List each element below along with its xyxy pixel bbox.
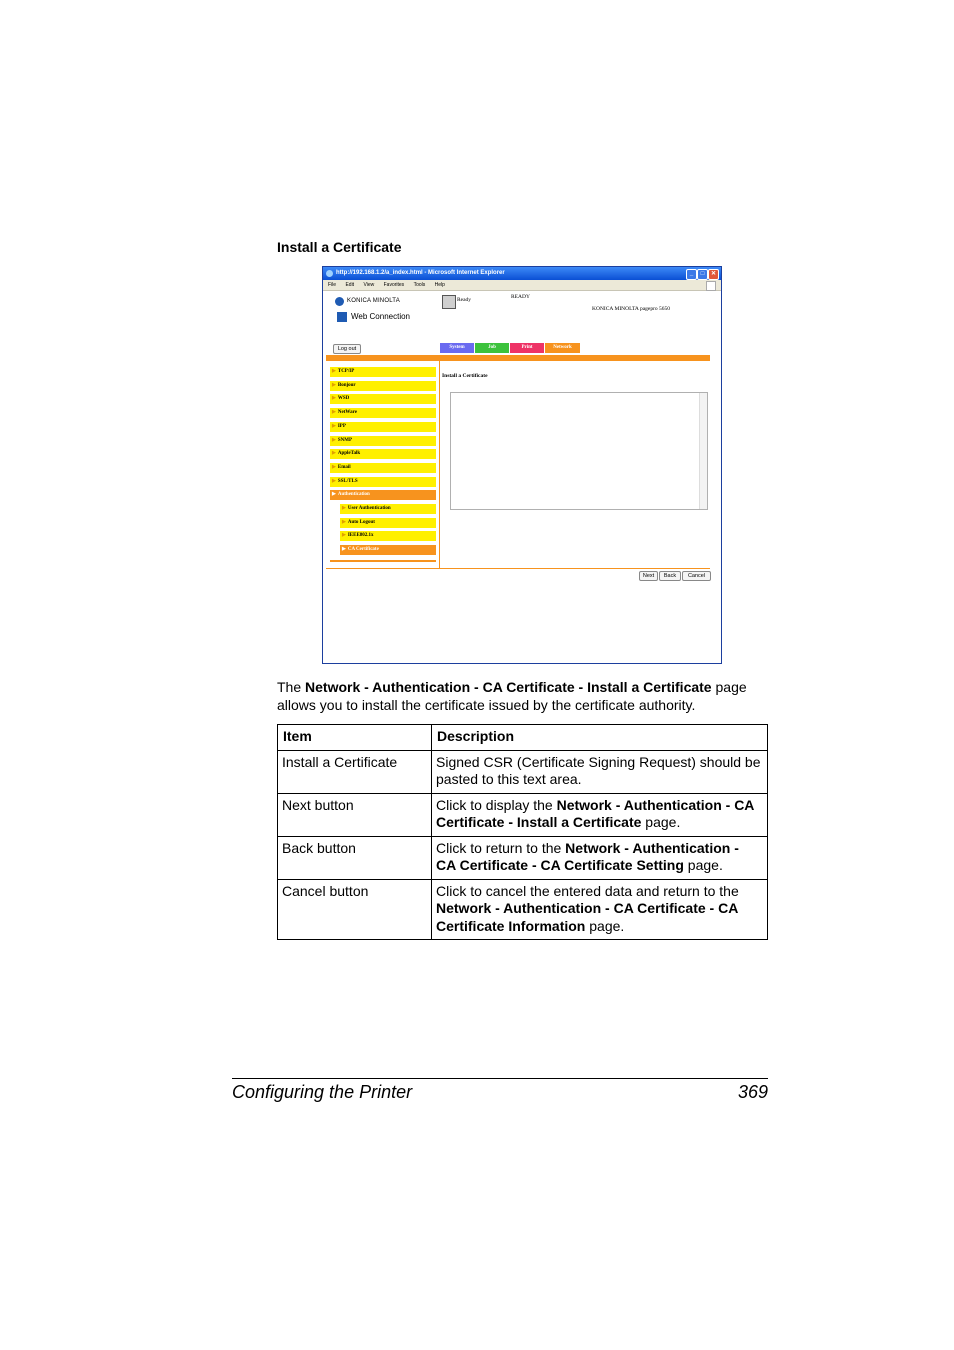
close-icon[interactable]: ✕ [708,269,719,280]
web-connection-label: Web Connection [351,312,410,321]
arrow-icon: ▶ [332,464,336,470]
back-button[interactable]: Back [659,571,681,581]
arrow-icon: ▶ [332,492,336,498]
arrow-icon: ▶ [342,533,346,539]
table-row [278,879,768,940]
sidebar-item-label: Email [337,464,351,470]
arrow-icon: ▶ [332,437,336,443]
table-row [278,750,768,793]
sidebar-item-label: TCP/IP [337,369,355,374]
table-header-row [278,725,768,751]
sidebar-item-label: Bonjour [337,382,356,388]
menu-edit[interactable]: Edit [345,282,355,288]
sidebar-item-label: Authentication [337,492,370,498]
sidebar-item-label: WSD [337,396,350,402]
sidebar-item-label: SSL/TLS [337,478,358,484]
arrow-icon: ▶ [332,396,336,402]
section-heading: Install a Certificate [277,239,402,255]
brand-name: KONICA MINOLTA [347,298,400,304]
sidebar-item-label: SNMP [337,437,353,443]
maximize-icon[interactable]: □ [697,269,708,280]
content-heading: Install a Certificate [442,373,488,379]
sidebar-item-label: User Authentication [347,506,391,511]
description-text: page. [585,917,625,934]
content-bottom-rule [326,568,710,569]
tab-system[interactable]: System [440,343,474,353]
tab-network[interactable]: Network [545,343,580,353]
sidebar-item[interactable] [330,477,436,487]
textarea-scrollbar[interactable] [699,393,707,509]
next-button[interactable]: Next [639,571,658,581]
description-cell [432,836,768,879]
arrow-icon: ▶ [332,410,336,416]
page-number: 369 [737,1082,768,1102]
sidebar-item[interactable] [340,518,436,528]
sidebar-item[interactable] [340,531,436,541]
description-text: Click to display the [436,796,557,813]
items-table [277,724,768,940]
sidebar-item[interactable] [330,490,436,500]
printer-ready-display: READY [511,294,530,300]
tab-print[interactable]: Print [510,343,544,353]
printer-status-text: Ready [457,297,472,303]
paragraph-rest: page allows you to install the certificate issued by the certificate authority. [277,679,747,713]
item-cell: Install a Certificate [278,750,432,793]
menu-file[interactable]: File [328,282,337,288]
minimize-icon[interactable]: _ [686,269,697,280]
footer-rule [232,1078,768,1079]
paragraph-page-path: Network - Authentication - CA Certificate - Install a Certificate [305,679,712,695]
printer-model: KONICA MINOLTA pagepro 5650 [592,306,671,312]
menu-view[interactable]: View [363,282,375,288]
sidebar-item[interactable] [330,381,436,391]
arrow-icon: ▶ [332,369,336,374]
description-bold-text: Network - Authentication - CA Certificate - CA Certificate Setting [436,839,739,873]
sidebar-item-label: IPP [337,423,346,429]
arrow-icon: ▶ [332,382,336,388]
browser-screenshot [322,266,722,664]
description-text: Click to return to the [436,839,566,856]
table-row [278,836,768,879]
cancel-button[interactable]: Cancel [682,571,711,581]
browser-title-bar [323,267,721,280]
browser-title: http://192.168.1.2/a_index.html - Microsoft Internet Explorer [336,270,505,276]
sidebar-item[interactable] [330,463,436,473]
menu-help[interactable]: Help [434,282,445,288]
description-text: page. [683,857,723,873]
menu-tools[interactable]: Tools [413,282,426,288]
column-header-description: Description [432,725,768,751]
arrow-icon: ▶ [342,547,346,553]
description-bold-text: Network - Authentication - CA Certificate - Install a Certificate [436,796,754,830]
sidebar-item[interactable] [330,449,436,459]
pagescope-icon [337,312,347,322]
sidebar-item-label: CA Certificate [347,547,379,553]
sidebar-item[interactable] [330,367,436,377]
arrow-icon: ▶ [332,423,336,429]
sidebar-item[interactable] [330,436,436,446]
description-paragraph [277,679,769,714]
tab-job[interactable]: Job [475,343,509,353]
sidebar-bottom-rule [330,560,436,562]
paragraph-intro: The [277,679,306,695]
browser-menu-bar [323,280,721,291]
item-cell: Back button [278,836,432,879]
description-cell [432,879,768,940]
arrow-icon: ▶ [342,519,346,525]
column-header-item: Item [278,725,432,751]
item-cell: Next button [278,793,432,836]
item-cell: Cancel button [278,879,432,940]
ie-icon [326,270,333,277]
arrow-icon: ▶ [332,478,336,484]
description-text: page. [641,814,681,830]
sidebar-item[interactable] [330,394,436,404]
sidebar-item-label: Auto Logout [347,519,375,525]
printer-status-icon [442,295,456,309]
sidebar-item[interactable] [330,408,436,418]
windows-logo-icon [706,281,716,291]
description-cell [432,750,768,793]
certificate-textarea[interactable] [450,392,708,510]
description-cell [432,793,768,836]
sidebar-item-label: IEEE802.1x [347,533,374,539]
konica-minolta-logo-icon [335,297,344,306]
header-divider [326,355,710,361]
description-bold-text: Network - Authentication - CA Certificate - CA Certificate Information [436,900,738,934]
sidebar-item[interactable] [340,504,436,514]
sidebar-item[interactable] [330,422,436,432]
description-text: Click to cancel the entered data and return to the [436,882,739,899]
sidebar-divider [439,359,440,569]
sidebar-item-label: NetWare [337,410,357,416]
table-row [278,793,768,836]
arrow-icon: ▶ [342,506,346,511]
description-text: Signed CSR (Certificate Signing Request) should be pasted to this text area. [436,753,761,787]
footer-chapter-title: Configuring the Printer [232,1082,413,1102]
menu-favorites[interactable]: Favorites [383,282,405,288]
arrow-icon: ▶ [332,451,336,457]
sidebar-item-label: AppleTalk [337,451,361,457]
logout-button[interactable]: Log out [333,344,361,354]
sidebar-item[interactable] [340,545,436,555]
